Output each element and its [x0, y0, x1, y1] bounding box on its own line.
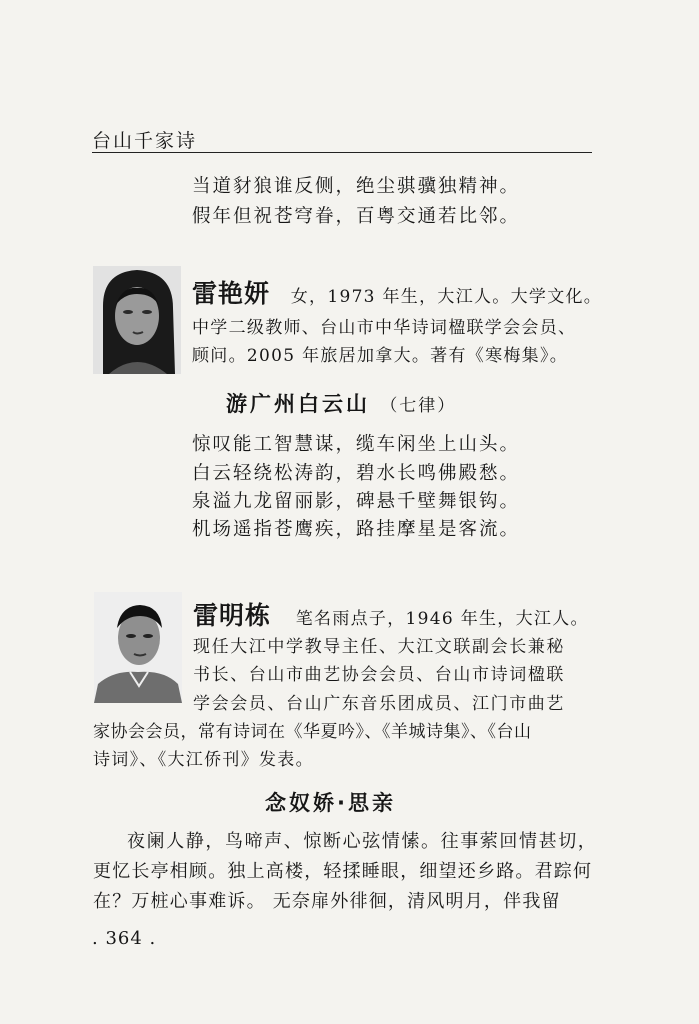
poem-line: 机场遥指苍鹰疾，路挂摩星是客流。: [192, 519, 521, 540]
ci-line: 更忆长亭相顾。独上高楼，轻揉睡眼，细望还乡路。君踪何: [93, 861, 593, 882]
author-portrait-photo: [93, 266, 181, 374]
poem-form: （七律）: [380, 396, 457, 416]
page-number: . 364 .: [92, 928, 157, 949]
author-bio-line: 学会会员、台山广东音乐团成员、江门市曲艺: [193, 694, 565, 714]
author-bio-text: 笔名雨点子，1946 年生，大江人。: [295, 609, 589, 629]
author-bio-text: 女，1973 年生，大江人。大学文化。: [290, 287, 603, 307]
ci-line: 在？万桩心事难诉。 无奈扉外徘徊，清风明月，伴我留: [93, 891, 561, 912]
author-bio-line: [192, 274, 602, 310]
author-bio-line: 诗词》、《大江侨刊》发表。: [93, 750, 314, 770]
poem-title: [226, 388, 456, 418]
author-bio-line: 家协会会员，常有诗词在《华夏吟》、《羊城诗集》、《台山: [93, 722, 532, 742]
prev-poem-line: 当道豺狼谁反侧，绝尘骐骥独精神。: [192, 176, 521, 197]
poem-title-text: 游广州白云山: [226, 392, 370, 416]
poem-line: 惊叹能工智慧谋，缆车闲坐上山头。: [192, 434, 521, 455]
author-bio-line: 现任大江中学教导主任、大江文联副会长兼秘: [193, 637, 565, 657]
author-bio-line: 中学二级教师、台山市中华诗词楹联学会会员、: [192, 318, 577, 338]
prev-poem-line: 假年但祝苍穹眷，百粤交通若比邻。: [192, 206, 521, 227]
author-bio-line: 书长、台山市曲艺协会会员、台山市诗词楹联: [193, 665, 565, 685]
running-header: 台山千家诗: [92, 130, 198, 152]
ci-line: 夜阑人静，鸟啼声、惊断心弦情愫。往事萦回情甚切，: [127, 831, 598, 852]
poem-title: 念奴娇·思亲: [265, 791, 396, 815]
author-bio-line: [193, 596, 589, 632]
author-bio-line: 顾问。2005 年旅居加拿大。著有《寒梅集》。: [192, 346, 569, 366]
poem-line: 白云轻绕松涛韵，碧水长鸣佛殿愁。: [192, 463, 521, 484]
author-name: 雷明栋: [193, 601, 272, 630]
author-portrait-photo: [94, 592, 182, 703]
poem-line: 泉溢九龙留丽影，碑悬千壁舞银钩。: [192, 491, 521, 512]
header-rule: [92, 152, 592, 153]
author-name: 雷艳妍: [192, 279, 271, 308]
